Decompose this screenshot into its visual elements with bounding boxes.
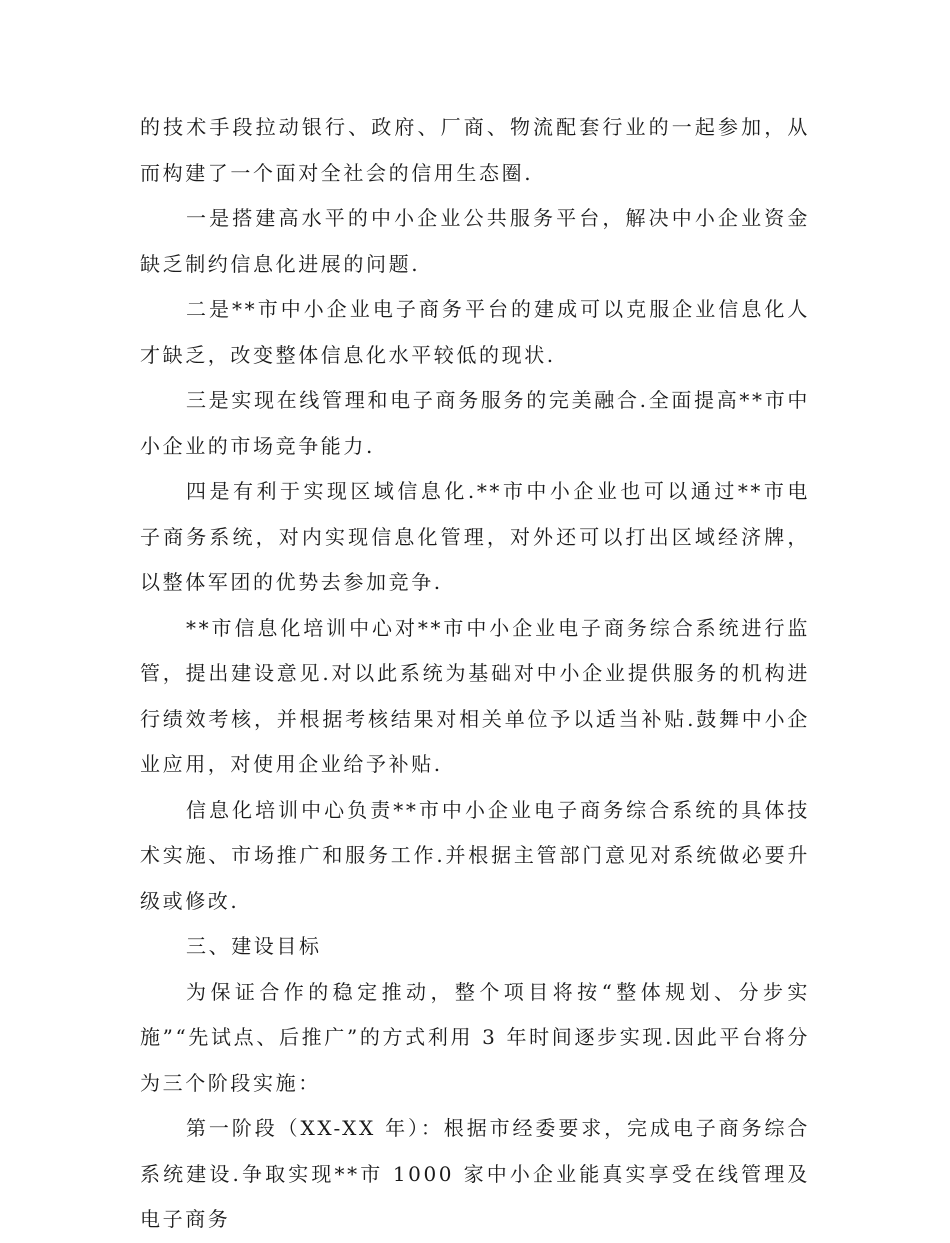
paragraph-plan: 为保证合作的稳定推动，整个项目将按“整体规划、分步实施”“先试点、后推广”的方式利用 3 年时间逐步实现.因此平台将分为三个阶段实施： <box>140 979 810 1095</box>
paragraph-point-one: 一是搭建高水平的中小企业公共服务平台，解决中小企业资金缺乏制约信息化进展的问题. <box>140 206 810 276</box>
paragraph-phase-one: 第一阶段（XX-XX 年）：根据市经委要求，完成电子商务综合系统建设.争取实现**市 1000 家中小企业能真实享受在线管理及电子商务 <box>140 1116 810 1231</box>
section-heading-goals: 三、建设目标 <box>186 934 322 958</box>
paragraph-point-two: 二是**市中小企业电子商务平台的建成可以克服企业信息化人才缺乏，改变整体信息化水平较低的现状. <box>140 297 810 367</box>
paragraph-supervision: **市信息化培训中心对**市中小企业电子商务综合系统进行监管，提出建设意见.对以此系统为基础对中小企业提供服务的机构进行绩效考核，并根据考核结果对相关单位予以适当补贴.鼓舞中小企业应用，对使用企业给予补贴. <box>140 615 810 776</box>
document-body <box>140 105 810 1243</box>
paragraph-point-four: 四是有利于实现区域信息化.**市中小企业也可以通过**市电子商务系统，对内实现信息化管理，对外还可以打出区域经济牌，以整体军团的优势去参加竞争. <box>140 479 810 594</box>
paragraph-point-three: 三是实现在线管理和电子商务服务的完美融合.全面提高**市中小企业的市场竞争能力. <box>140 388 810 458</box>
paragraph-implementation: 信息化培训中心负责**市中小企业电子商务综合系统的具体技术实施、市场推广和服务工作.并根据主管部门意见对系统做必要升级或修改. <box>140 797 810 913</box>
paragraph-continuation: 的技术手段拉动银行、政府、厂商、物流配套行业的一起参加，从而构建了一个面对全社会的信用生态圈. <box>140 115 810 185</box>
